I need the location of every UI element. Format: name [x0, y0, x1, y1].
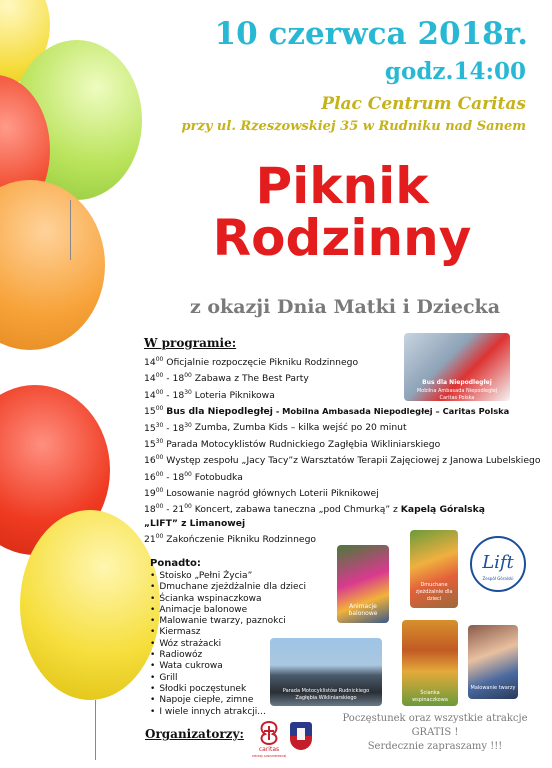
climbing-wall-photo: [402, 620, 458, 706]
face-painting-photo: [468, 625, 518, 699]
lift-logo-text: Lift: [482, 552, 514, 573]
event-street: przy ul. Rzeszowskiej 35 w Rudniku nad Sanem: [181, 119, 526, 134]
program-item: [144, 451, 544, 467]
also-item: • Wóz strażacki: [150, 639, 306, 650]
also-item: • Malowanie twarzy, paznokci: [150, 616, 306, 627]
photo-caption: Animacje balonowe: [348, 603, 378, 617]
footer-line-2: GRATIS !: [411, 727, 459, 738]
program-text: Bus dla Niepodległej: [166, 406, 273, 418]
program-time: $21^{00}$: [144, 532, 164, 545]
also-item: • Wata cukrowa: [150, 661, 306, 672]
yellow-balloon-bottom: [20, 510, 160, 700]
balloon-string: [95, 700, 96, 760]
program-item: [144, 402, 544, 418]
photo-caption: Ścianka wspinaczkowa: [412, 690, 448, 703]
title-line-2: Rodzinny: [212, 209, 472, 267]
program-text: Losowanie nagród głównych Loterii Piknikowej: [166, 487, 379, 499]
program-time: $15^{30} - 18^{30}$: [144, 421, 192, 434]
program-item: [144, 500, 544, 516]
caritas-logo-text: caritas: [258, 746, 280, 753]
program-bold-tail: Kapelą Góralską: [400, 504, 485, 516]
caritas-logo: [251, 718, 287, 760]
program-item: [144, 435, 544, 451]
footer-line-3: Serdecznie zapraszamy !!!: [367, 741, 503, 752]
program-text: Zakończenie Pikniku Rodzinnego: [166, 533, 317, 545]
program-item: [144, 353, 544, 369]
also-item: • Grill: [150, 673, 306, 684]
balloon-string: [70, 200, 71, 260]
caritas-logo-subtext: DIECEZJI SANDOMIERSKIEJ: [251, 755, 287, 758]
also-item: • Dmuchane zjeżdżalnie dla dzieci: [150, 582, 306, 593]
motorcycle-parade-photo: [270, 638, 382, 706]
also-item: • Słodki poczęstunek: [150, 684, 306, 695]
also-item: • I wiele innych atrakcji...: [150, 707, 306, 718]
program-item: [144, 418, 544, 434]
program-time: $19^{00}$: [144, 486, 164, 499]
also-item: • Stoisko „Pełni Życia”: [150, 571, 306, 582]
program-text: Występ zespołu „Jacy Tacy”z Warsztatów Terapii Zajęciowej z Janowa Lubelskiego: [166, 455, 541, 467]
photo-caption: Malowanie twarzy: [470, 685, 516, 691]
balloon-animation-photo: [337, 545, 389, 623]
also-item: • Animacje balonowe: [150, 605, 306, 616]
also-item: • Radiowóz: [150, 650, 306, 661]
event-hour: godz.14:00: [384, 58, 526, 85]
title-line-1: Piknik: [255, 157, 429, 215]
program-item: [144, 484, 544, 500]
poster-title: [162, 157, 522, 267]
also-item: • Kiermasz: [150, 627, 306, 638]
footer-line-1: Poczęstunek oraz wszystkie atrakcje: [342, 713, 528, 724]
organizers-heading: Organizatorzy:: [145, 727, 244, 741]
program-time: $14^{00}$: [144, 356, 164, 369]
event-date: 10 czerwca 2018r.: [214, 16, 528, 52]
program-extra: - Mobilna Ambasada Niepodległej – Caritas Polska: [275, 406, 510, 417]
program-time: $18^{00} - 21^{00}$: [144, 503, 192, 516]
lift-logo: [470, 536, 526, 592]
lift-logo-subtext: Zespół Góralski: [482, 576, 514, 581]
also-item: • Ścianka wspinaczkowa: [150, 594, 306, 605]
bus-photo-sublabel: Mobilna Ambasada Niepodległej Caritas Polska: [416, 388, 498, 401]
inflatable-slide-photo: [410, 530, 458, 608]
photo-caption: Parada Motocyklistów Rudnickiego Zagłębia Wikliniarskiego: [282, 688, 370, 701]
program-time: $15^{00}$: [144, 405, 164, 418]
program-bold-line: „LIFT” z Limanowej: [144, 517, 246, 529]
program-time: $16^{00}$: [144, 454, 164, 467]
town-crest-icon: [290, 722, 312, 750]
program-time: $14^{00} - 18^{00}$: [144, 372, 192, 385]
program-text: Zumba, Zumba Kids – kilka wejść po 20 minut: [194, 422, 407, 434]
event-place: Plac Centrum Caritas: [321, 94, 526, 114]
photo-caption: Dmuchane zjeżdżalnie dla dzieci: [415, 582, 453, 602]
poster-subtitle: z okazji Dnia Matki i Dziecka: [189, 296, 501, 318]
program-text: Loteria Piknikowa: [194, 389, 275, 401]
footer-note: [340, 712, 530, 754]
also-heading: Ponadto:: [150, 558, 201, 569]
program-list: [144, 353, 544, 546]
program-text: Fotobudka: [194, 471, 243, 483]
program-item: [144, 369, 544, 385]
program-time: $16^{00} - 18^{00}$: [144, 470, 192, 483]
bus-photo-label: Bus dla Niepodległej: [422, 379, 492, 386]
program-time: $15^{30}$: [144, 437, 164, 450]
program-time: $14^{00} - 18^{30}$: [144, 388, 192, 401]
program-item: [144, 386, 544, 402]
program-text: Oficjalnie rozpoczęcie Pikniku Rodzinnego: [166, 357, 359, 369]
program-text: Parada Motocyklistów Rudnickiego Zagłębia Wikliniarskiego: [166, 438, 441, 450]
program-heading: W programie:: [144, 336, 237, 350]
program-item: [144, 468, 544, 484]
also-item: • Napoje ciepłe, zimne: [150, 695, 306, 706]
program-item: [144, 517, 544, 530]
program-section: [144, 336, 544, 546]
program-text: Zabawa z The Best Party: [194, 373, 309, 385]
program-text: Koncert, zabawa taneczna „pod Chmurką” z: [194, 504, 398, 516]
orange-balloon: [0, 180, 105, 350]
